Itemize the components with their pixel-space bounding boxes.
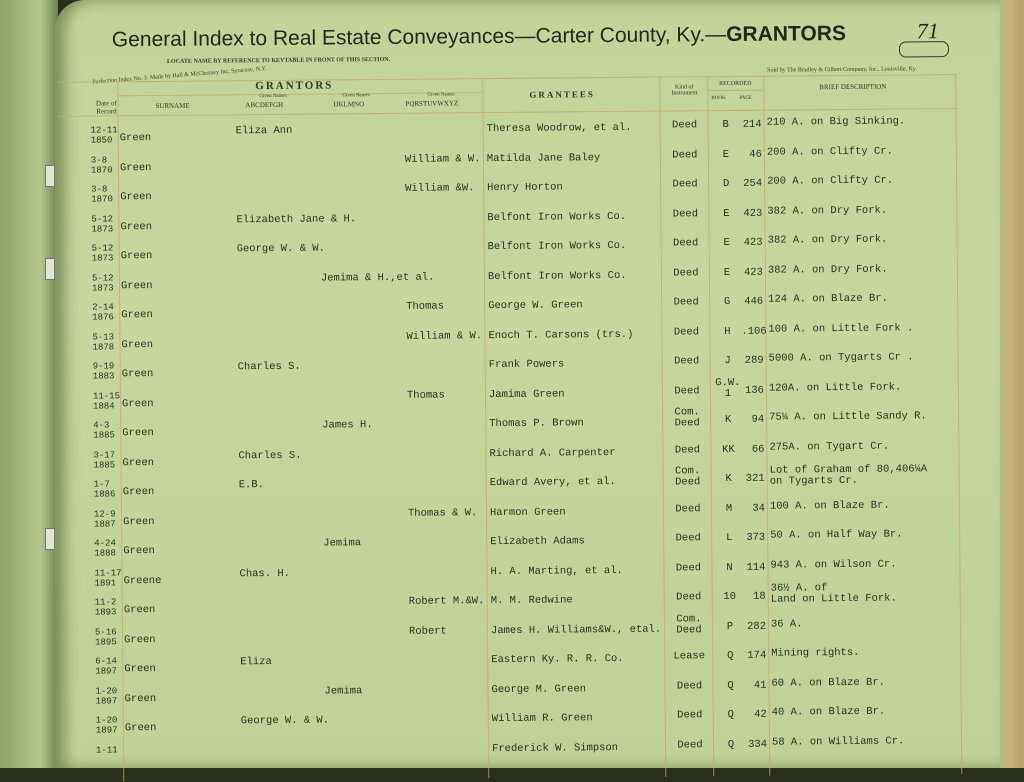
book-header: BOOK (711, 96, 726, 102)
book: E (723, 236, 730, 250)
grantee: Eastern Ky. R. R. Co. (491, 652, 624, 667)
given-abcdefgh-header: ABCDEFGH (245, 100, 284, 110)
record-date: 1-20 1897 (95, 685, 118, 707)
record-date: 5-12 1873 (91, 213, 114, 235)
description: 75¼ A. on Little Sandy R. (769, 410, 927, 424)
surname: Green (121, 397, 154, 410)
page-number-box (899, 41, 949, 57)
given-name: Robert M.&W. (408, 595, 485, 608)
surname: Green (122, 486, 155, 499)
instrument-kind: Deed (676, 679, 703, 692)
record-date: 12-11 1850 (90, 125, 118, 146)
book: KK (722, 443, 735, 456)
description: 275A. on Tygart Cr. (769, 440, 890, 454)
page: 423 (743, 236, 763, 249)
grantee: Frederick W. Simpson (491, 741, 619, 755)
record-date: 12-9 1887 (93, 508, 116, 530)
instrument-kind: Deed (672, 207, 699, 220)
instrument-kind: Deed (675, 502, 701, 515)
given-name: William & W. (404, 152, 481, 166)
grantee: Edward Avery, et al. (489, 475, 616, 490)
record-date: 9-19 1883 (92, 361, 115, 382)
surname: Green (120, 250, 153, 263)
page: 423 (743, 266, 763, 279)
grantees-header: GRANTEES (529, 89, 595, 100)
given-name: George W. & W. (236, 242, 325, 256)
page: 66 (751, 443, 765, 456)
given-name: Robert (408, 624, 447, 638)
page: 18 (753, 590, 766, 603)
description: 58 A. on Williams Cr. (771, 734, 905, 749)
description: Lot of Graham of 80,406¼A on Tygarts Cr. (769, 463, 928, 488)
page: 174 (747, 649, 767, 662)
surname: Green (123, 604, 156, 617)
description: 36½ A. of Land on Little Fork. (770, 582, 897, 606)
surname: Green (119, 132, 152, 145)
page-number: 71 (916, 18, 939, 44)
book: B (722, 118, 729, 132)
given-name: Thomas & W. (407, 506, 478, 520)
surname: Green (120, 191, 152, 204)
given-name: Jemima & H.,et al. (320, 271, 435, 285)
page: 334 (748, 738, 768, 751)
page: 94 (751, 413, 765, 426)
grantee: Belfont Iron Works Co. (487, 269, 627, 283)
page: 42 (754, 708, 767, 721)
book: Q (727, 649, 734, 663)
given-name: Jemima (324, 684, 363, 698)
rule (707, 90, 762, 91)
given-name: Chas. H. (239, 567, 290, 580)
instrument-kind: Com. Deed (676, 612, 702, 636)
page: 114 (746, 561, 766, 574)
record-date: 5-16 1895 (94, 626, 117, 648)
instrument-kind: Deed (671, 119, 698, 132)
page: 289 (744, 354, 764, 367)
grantee: Harmon Green (489, 505, 566, 519)
surname: Green (122, 515, 155, 528)
record-date: 3-8 1870 (91, 184, 113, 205)
description: 5000 A. on Tygarts Cr . (768, 351, 914, 365)
grantee: George M. Green (491, 682, 587, 696)
surname: Green (124, 722, 157, 735)
title-text: General Index to Real Estate Conveyances—Carter County, Ky.— (111, 23, 727, 52)
page: 321 (745, 472, 765, 485)
surname: Green (121, 368, 154, 381)
book: L (726, 531, 733, 545)
given-label: Given Names (259, 93, 287, 100)
instrument-kind: Deed (677, 738, 703, 751)
given-name: Charles S. (238, 449, 302, 462)
surname-header: SURNAME (155, 101, 190, 110)
given-name: Jemima (323, 537, 362, 550)
grantee: H. A. Marting, et al. (490, 564, 623, 578)
given-name: William & W. (406, 329, 483, 343)
given-name: George W. & W. (240, 714, 330, 728)
grantee: Matilda Jane Baley (486, 151, 601, 165)
title-grantors: GRANTORS (726, 21, 847, 47)
page-title (112, 22, 846, 52)
kind-header: Kind of Instrument (671, 84, 698, 97)
page: 423 (743, 207, 763, 220)
instrument-kind: Lease (673, 650, 706, 663)
record-date: 1-11 (95, 744, 118, 756)
book: 10 (723, 590, 737, 604)
description: 382 A. on Dry Fork. (767, 263, 888, 277)
description: 36 A. (770, 617, 803, 631)
book: K (724, 413, 732, 427)
given-name: Eliza Ann (235, 124, 293, 138)
surname: Greene (123, 574, 162, 587)
record-date: 1-7 1886 (93, 479, 116, 500)
book: G.W. 1 (715, 376, 741, 400)
surname: Green (122, 456, 155, 469)
seller-note: Sold by The Bradley & Gilbert Company, Inc., Louisville, Ky. (767, 66, 917, 74)
instrument-kind: Com. Deed (674, 465, 701, 489)
book: P (726, 620, 734, 633)
surname: Green (124, 663, 156, 676)
record-date: 4-3 1885 (93, 420, 115, 441)
page: 282 (747, 620, 767, 633)
page: 214 (742, 118, 762, 131)
grantee: George W. Green (488, 299, 583, 313)
page: .106 (741, 325, 767, 338)
description: 120A. on Little Fork. (768, 380, 902, 395)
surname: Green (121, 338, 154, 351)
description: Mining rights. (771, 646, 860, 660)
page: 446 (744, 295, 764, 308)
description: 200 A. on Clifty Cr. (767, 174, 894, 188)
page: 41 (753, 679, 767, 692)
grantors-header: GRANTORS (255, 79, 334, 93)
record-date: 6-14 1897 (95, 656, 118, 677)
instrument-kind: Deed (673, 325, 700, 338)
grantee: Frank Powers (488, 358, 565, 372)
record-date: 11-15 1884 (92, 390, 121, 412)
book: K (725, 472, 732, 486)
record-date: 11-2 1893 (94, 597, 117, 618)
description: 100 A. on Little Fork . (768, 321, 914, 336)
grantee: Jamima Green (488, 387, 565, 401)
book: E (722, 148, 730, 161)
instrument-kind: Deed (672, 148, 698, 161)
book: E (723, 266, 731, 279)
record-date: 4-24 1888 (94, 538, 116, 559)
grantee: Henry Horton (487, 181, 563, 195)
instrument-kind: Com. Deed (674, 406, 700, 430)
given-label: Given Names (427, 92, 455, 98)
page: 34 (752, 502, 766, 515)
description: 382 A. on Dry Fork. (767, 233, 888, 247)
book: Q (727, 738, 735, 751)
book: N (726, 561, 733, 574)
surname: Green (120, 279, 153, 292)
grantee: William R. Green (491, 712, 593, 726)
given-name: Eliza (240, 656, 272, 669)
instrument-kind: Deed (676, 591, 702, 604)
description: 210 A. on Big Sinking. (766, 115, 906, 129)
grantee: Enoch T. Carsons (trs.) (488, 328, 634, 342)
book: Q (727, 679, 734, 692)
page: 46 (749, 148, 762, 161)
given-label: Given Names (342, 93, 370, 99)
instrument-kind: Deed (673, 296, 699, 309)
book: H (724, 325, 731, 338)
record-date: 3-17 1885 (93, 449, 116, 471)
given-name: Thomas (406, 388, 445, 402)
instrument-kind: Deed (672, 237, 699, 250)
grantee: Elizabeth Adams (490, 535, 585, 549)
given-name: Thomas (406, 300, 445, 313)
grantee: Belfont Iron Works Co. (487, 210, 627, 224)
page: 254 (743, 177, 763, 190)
instrument-kind: Deed (675, 561, 702, 574)
surname: Green (121, 309, 153, 322)
instrument-kind: Deed (672, 178, 698, 191)
book: J (724, 354, 731, 368)
description: 60 A. on Blaze Br. (771, 676, 885, 690)
maker-note: Perfection Index No. 3. Made by Hall & McChesney Inc, Syracuse, N.Y. (92, 65, 267, 86)
record-date: 5-13 1878 (92, 331, 115, 353)
book: E (723, 207, 730, 220)
description-header: BRIEF DESCRIPTION (819, 82, 887, 92)
given-name: William &W. (405, 182, 475, 195)
grantee: Thomas P. Brown (489, 417, 584, 431)
grantee: Theresa Woodrow, et al. (486, 121, 632, 136)
given-name: Elizabeth Jane & H. (236, 212, 357, 226)
record-date: 5-12 1873 (91, 243, 114, 264)
description: 382 A. on Dry Fork. (767, 204, 888, 218)
record-date: 5-12 1873 (91, 272, 114, 294)
description: 943 A. on Wilson Cr. (770, 558, 897, 572)
grantee: Belfont Iron Works Co. (487, 239, 627, 254)
surname: Green (119, 161, 152, 174)
record-date: 3-8 1870 (90, 154, 113, 176)
given-ijklmno-header: IJKLMNO (333, 100, 365, 109)
instrument-kind: Deed (677, 709, 703, 722)
description: 50 A. on Half Way Br. (770, 528, 903, 542)
instrument-kind: Deed (673, 266, 699, 279)
instrument-kind: Deed (674, 355, 700, 368)
record-date: 11-17 1891 (94, 567, 122, 589)
book: M (725, 502, 733, 515)
page-header: PAGE (739, 95, 753, 101)
locate-note: LOCATE NAME BY REFERENCE TO KEYTABLE IN FRONT OF THIS SECTION. (167, 56, 391, 65)
date-header: Date of Record (95, 99, 117, 116)
given-name: Charles S. (237, 360, 301, 374)
surname: Green (122, 427, 154, 440)
grantee: James H. Williams&W., etal. (490, 623, 662, 637)
instrument-kind: Deed (675, 532, 701, 545)
record-date: 1-20 1897 (95, 715, 118, 736)
grantee: Richard A. Carpenter (489, 446, 616, 460)
grantee: M. M. Redwine (490, 594, 573, 608)
surname: Green (120, 220, 153, 233)
page: 373 (746, 531, 766, 544)
instrument-kind: Deed (674, 443, 701, 456)
given-name: James H. (322, 419, 373, 432)
given-name: E.B. (238, 479, 265, 492)
description: 100 A. on Blaze Br. (769, 499, 890, 513)
book: Q (727, 708, 734, 722)
recorded-header: RECORDED (719, 80, 752, 88)
given-pqrstuvwxyz-header: PQRSTUVWXYZ (405, 99, 459, 108)
book: G (723, 295, 731, 309)
surname: Green (124, 692, 157, 705)
description: 40 A. on Blaze Br. (771, 705, 886, 719)
description: 200 A. on Clifty Cr. (766, 145, 893, 159)
surname: Green (123, 545, 155, 558)
record-date: 2-14 1876 (92, 302, 114, 323)
description: 124 A. on Blaze Br. (768, 292, 888, 306)
instrument-kind: Deed (674, 384, 700, 397)
page: 136 (744, 384, 764, 397)
surname: Green (124, 633, 156, 646)
book: D (722, 177, 730, 191)
